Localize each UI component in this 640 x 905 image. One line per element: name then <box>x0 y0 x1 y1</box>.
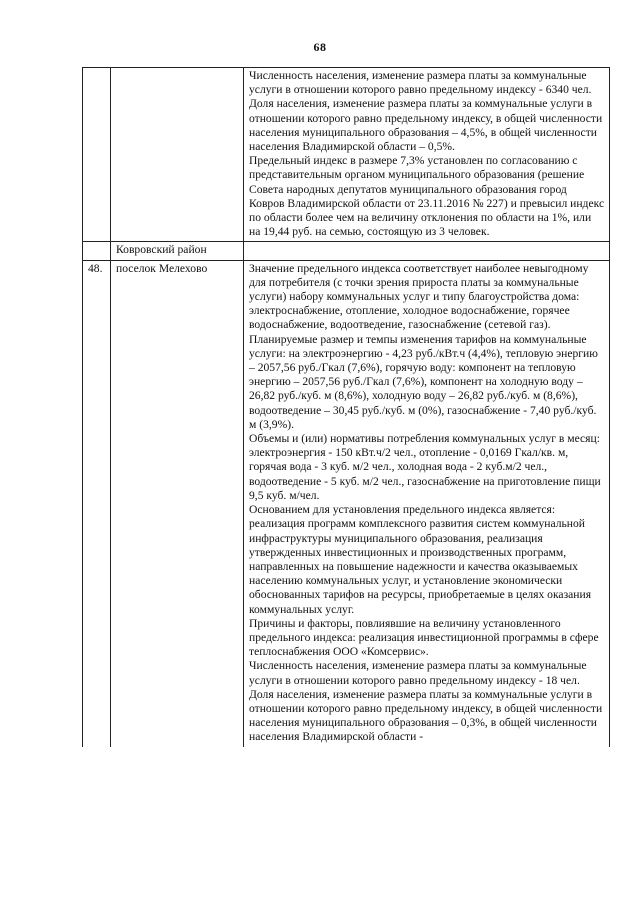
index-table <box>82 67 610 747</box>
table-row <box>83 68 610 242</box>
table-row <box>83 242 610 260</box>
paragraph: Численность населения, изменение размера платы за коммунальные услуги в отношении которого равно предельному индексу - 6340 чел. <box>249 69 592 97</box>
description-cell <box>244 242 610 260</box>
table-row <box>83 260 610 746</box>
paragraph: Планируемые размер и темпы изменения тарифов на коммунальные услуги: на электроэнергию - 4,23 руб./кВт.ч (4,4%), тепловую энергию – 2057,56 руб./Гкал (7,6%), горячую воду: компонент на тепловую энергию – 2057,56 руб./Гкал (7,6%), компонент на холодную воду – 26,82 руб./куб. м (8,6%), холодную воду – 26,82 руб./куб. м (8,6%), водоотведение – 30,45 руб./куб. м (0%), газоснабжение - 7,40 руб./куб. м (3,9%). <box>249 332 598 431</box>
paragraph: Доля населения, изменение размера платы за коммунальные услуги в отношении которого равно предельному индексу, в общей численности населения муниципального образования – 0,3%, в общей численности населения Владимирской области - <box>249 687 603 744</box>
municipality-cell: поселок Мелехово <box>111 260 244 746</box>
paragraph: Основанием для установления предельного индекса является: реализация программ комплексного развития систем коммунальной инфраструктуры муниципального образования, реализация утвержденных инвестиционных и производственных программ, направленных на повышение надежности и качества оказываемых населению коммунальных услуг, и установление экономически обоснованных тарифов на ресурсы, приобретаемые в целях оказания коммунальных услуг. <box>249 503 592 616</box>
paragraph: Предельный индекс в размере 7,3% установлен по согласованию с представительным органом муниципального образования (решение Совета народных депутатов муниципального образования город Ковров Владимирской области от 23.11.2016 № 227) и превысил индекс по области более чем на величину отклонения по области на 1%, или на 19,44 руб. на семью, состоящую из 3 человек. <box>249 154 605 239</box>
district-cell: Ковровский район <box>111 242 244 260</box>
row-number-cell: 48. <box>83 260 111 746</box>
row-number-cell <box>83 242 111 260</box>
description-cell <box>244 68 610 242</box>
municipality-cell <box>111 68 244 242</box>
paragraph: Объемы и (или) нормативы потребления коммунальных услуг в месяц: электроэнергия - 150 кВт.ч/2 чел., отопление - 0,0169 Гкал/кв. м, горячая вода - 3 куб. м/2 чел., холодная вода - 2 куб.м/2 чел., водоотведение - 5 куб. м/2 чел., газоснабжение на приготовление пищи 9,5 куб. м/чел. <box>249 432 601 502</box>
page-number: 68 <box>313 40 327 54</box>
row-number-cell <box>83 68 111 242</box>
paragraph: Значение предельного индекса соответствует наиболее невыгодному для потребителя (с точки зрения прироста платы за коммунальные услуги) набору коммунальных услуг и типу благоустройства дома: электроснабжение, отопление, холодное водоснабжение, горячее водоснабжение, водоотведение, газоснабжение (сетевой газ). <box>249 261 589 332</box>
paragraph: Причины и факторы, повлиявшие на величину установленного предельного индекса: реализация инвестиционной программы в сфере теплоснабжения ООО «Комсервис». <box>249 616 599 659</box>
paragraph: Доля населения, изменение размера платы за коммунальные услуги в отношении которого равно предельному индексу, в общей численности населения муниципального образования – 4,5%, в общей численности населения Владимирской области – 0,5%. <box>249 97 603 154</box>
description-cell <box>244 260 610 746</box>
paragraph: Численность населения, изменение размера платы за коммунальные услуги в отношении которого равно предельному индексу - 18 чел. <box>249 659 587 687</box>
